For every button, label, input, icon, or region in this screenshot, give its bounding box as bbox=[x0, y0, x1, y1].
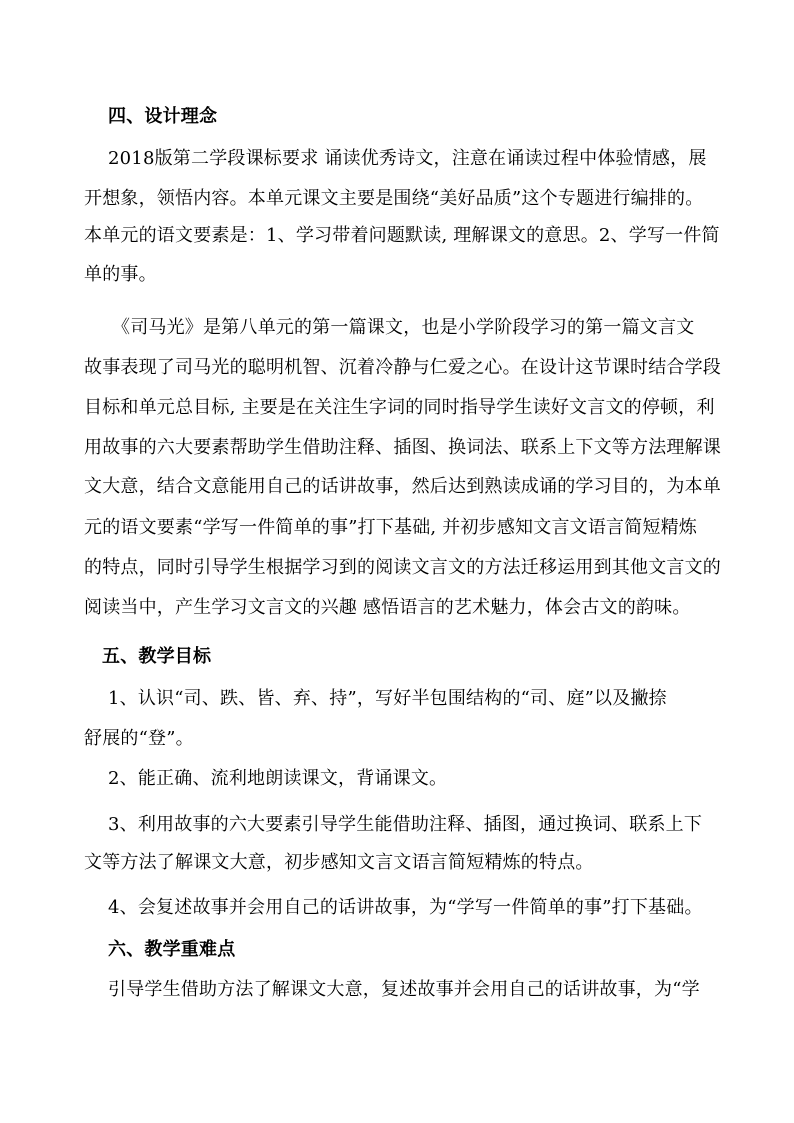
goal-line: 2、能正确、流利地朗读课文，背诵课文。 bbox=[108, 768, 448, 789]
paragraph-line: 本单元的语文要素是：1、学习带着问题默读, 理解课文的意思。2、学写一件简 bbox=[84, 225, 720, 246]
goal-line: 3、利用故事的六大要素引导学生能借助注释、插图，通过换词、联系上下 bbox=[108, 814, 703, 835]
paragraph-line: 故事表现了司马光的聪明机智、沉着冷静与仁爱之心。在设计这节课时结合学段 bbox=[84, 357, 721, 378]
paragraph-line: 元的语文要素“学写一件简单的事”打下基础, 并初步感知文言文语言简短精炼 bbox=[84, 517, 698, 538]
paragraph-line: 用故事的六大要素帮助学生借助注释、插图、换词法、联系上下文等方法理解课 bbox=[84, 437, 721, 458]
paragraph-line: 《司马光》是第八单元的第一篇课文，也是小学阶段学习的第一篇文言文 bbox=[112, 317, 695, 338]
paragraph-line: 2018版第二学段课标要求 诵读优秀诗文，注意在诵读过程中体验情感，展 bbox=[108, 148, 707, 169]
section-heading-key-points: 六、教学重难点 bbox=[108, 939, 236, 960]
paragraph-line: 单的事。 bbox=[84, 264, 157, 285]
goal-line: 文等方法了解课文大意，初步感知文言文语言简短精炼的特点。 bbox=[84, 852, 594, 873]
goal-line: 1、认识“司、跌、皆、弃、持”，写好半包围结构的“司、庭”以及撇捺 bbox=[108, 688, 667, 709]
paragraph-line: 阅读当中，产生学习文言文的兴趣 感悟语言的艺术魅力，体会古文的韵味。 bbox=[84, 597, 691, 618]
section-heading-design-concept: 四、设计理念 bbox=[108, 106, 218, 127]
paragraph-line: 目标和单元总目标, 主要是在关注生字词的同时指导学生读好文言文的停顿，利 bbox=[84, 397, 715, 418]
paragraph-line: 引导学生借助方法了解课文大意，复述故事并会用自己的话讲故事，为“学 bbox=[108, 979, 700, 1000]
paragraph-line: 文大意，结合文意能用自己的话讲故事，然后达到熟读成诵的学习目的，为本单 bbox=[84, 476, 721, 497]
goal-line: 4、会复述故事并会用自己的话讲故事，为“学写一件简单的事”打下基础。 bbox=[108, 897, 703, 918]
paragraph-line: 的特点，同时引导学生根据学习到的阅读文言文的方法迁移运用到其他文言文的 bbox=[84, 557, 721, 578]
goal-line: 舒展的“登”。 bbox=[84, 728, 194, 749]
paragraph-line: 开想象，领悟内容。本单元课文主要是围绕“美好品质”这个专题进行编排的。 bbox=[84, 188, 704, 209]
section-heading-teaching-goals: 五、教学目标 bbox=[102, 646, 212, 667]
